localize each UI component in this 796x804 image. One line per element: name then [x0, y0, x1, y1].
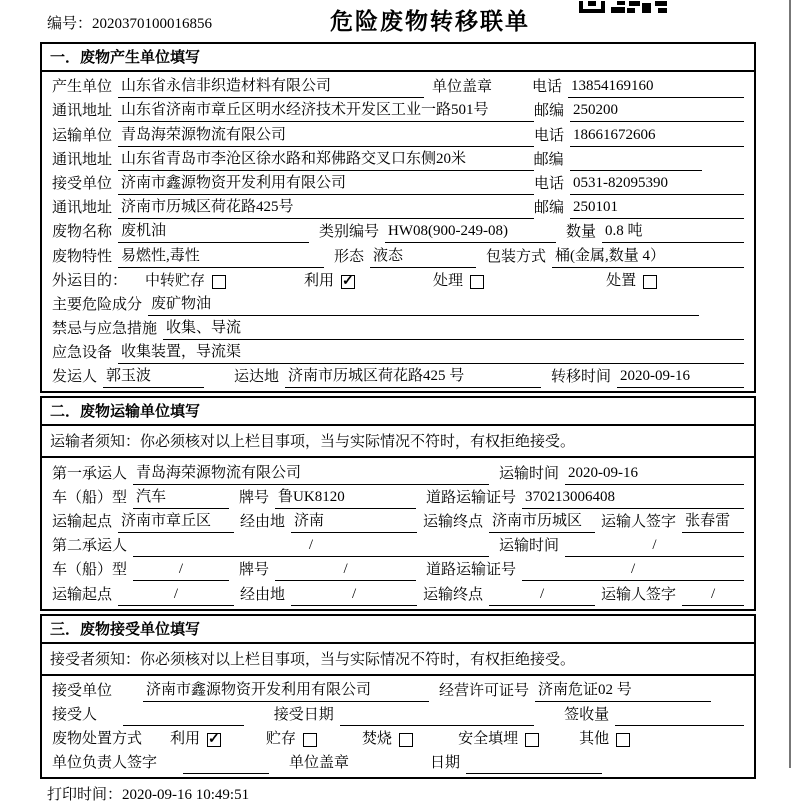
field-label: 车（船）型 — [52, 489, 128, 506]
field-label: 日期 — [430, 755, 461, 772]
field-label: 运输人签字 — [601, 586, 677, 603]
field-label: 运达地 — [234, 369, 280, 386]
field-label: 单位盖章 — [289, 755, 350, 772]
field-value: / — [489, 584, 595, 606]
field-label: 运输起点 — [52, 586, 113, 603]
field-value — [570, 149, 702, 171]
field-label: 邮编 — [534, 103, 565, 120]
field-value: 山东省永信非织造材料有限公司 — [118, 76, 424, 98]
form-row — [52, 268, 744, 292]
field-value — [615, 704, 744, 726]
section-transporter — [40, 396, 756, 610]
field-value: 济南危证02 号 — [535, 680, 711, 702]
field-value: 易燃性,毒性 — [118, 246, 324, 268]
field-label: 运输终点 — [423, 514, 484, 530]
checkbox-icon — [303, 733, 317, 747]
field-value: 废矿物油 — [148, 294, 699, 316]
form-row — [52, 485, 744, 509]
checkbox-option — [145, 271, 226, 292]
field-label: 经由地 — [240, 514, 286, 530]
field-value: 郭玉波 — [103, 366, 204, 388]
serial-value: 2020370100016856 — [92, 16, 213, 32]
field-label: 发运人 — [52, 369, 98, 386]
checkbox-label: 贮存 — [266, 731, 297, 748]
field-value: 青岛海荣源物流有限公司 — [118, 125, 534, 147]
field-label: 形态 — [334, 248, 365, 265]
field-label: 电话 — [534, 175, 565, 192]
checkbox-option — [606, 271, 657, 292]
checkbox-icon — [470, 275, 484, 289]
field-label: 邮编 — [534, 200, 565, 217]
field-label: 第二承运人 — [52, 538, 128, 555]
serial-label: 编号： — [47, 16, 93, 32]
checkbox-icon — [643, 275, 657, 289]
field-label: 禁忌与应急措施 — [52, 321, 158, 338]
form-row — [52, 171, 744, 195]
form-row — [52, 195, 744, 219]
field-value: 济南市鑫源物资开发利用有限公司 — [118, 173, 534, 195]
field-label: 牌号 — [239, 489, 270, 506]
section-header: 二．废物运输单位填写 — [42, 398, 754, 426]
field-value: 济南市历城区 — [489, 511, 595, 533]
field-value: / — [118, 584, 234, 606]
field-label: 车（船）型 — [52, 562, 128, 579]
checkbox-label: 安全填埋 — [458, 731, 519, 748]
field-label: 运输单位 — [52, 127, 113, 144]
field-label: 运输起点 — [52, 514, 113, 530]
field-label: 废物处置方式 — [52, 731, 143, 748]
field-value: / — [275, 559, 416, 581]
checkbox-label: 其他 — [579, 731, 610, 748]
field-value — [340, 704, 534, 726]
field-value: 济南市历城区荷花路425 号 — [285, 366, 541, 388]
section-header: 三．废物接受单位填写 — [42, 616, 754, 644]
checkbox-label: 焚烧 — [362, 731, 393, 748]
field-label: 经营许可证号 — [439, 682, 530, 699]
form-row — [52, 243, 744, 267]
notice-text: 运输者须知：你必须核对以上栏目事项，当与实际情况不符时，有权拒绝接受。 — [42, 426, 754, 458]
form-row — [52, 122, 744, 146]
field-value: 250200 — [570, 100, 744, 122]
field-value: / — [133, 535, 489, 557]
field-value: 张春雷 — [682, 511, 744, 533]
field-label: 数量 — [566, 224, 597, 241]
form-row — [52, 74, 744, 98]
field-value: 桶(金属,数量 4） — [552, 246, 744, 268]
field-label: 接受单位 — [52, 175, 113, 192]
field-label: 通讯地址 — [52, 151, 113, 168]
checkbox-option — [579, 729, 630, 750]
field-value: 收集装置，导流渠 — [118, 342, 744, 364]
field-label: 主要危险成分 — [52, 296, 143, 313]
field-value: 济南市历城区荷花路425号 — [118, 197, 534, 219]
checkbox-label: 处理 — [433, 272, 464, 289]
page-title: 危险废物转移联单 — [330, 9, 530, 34]
field-value: 2020-09-16 — [565, 463, 744, 485]
field-label: 单位负责人签字 — [52, 755, 158, 772]
field-label: 邮编 — [533, 151, 564, 168]
field-value: 济南 — [291, 511, 417, 533]
field-label: 运输时间 — [499, 538, 560, 555]
field-value: 济南市章丘区 — [118, 511, 234, 533]
checkbox-option — [433, 271, 484, 292]
checkbox-icon — [525, 733, 539, 747]
field-value: 2020-09-16 — [617, 366, 744, 388]
field-value — [466, 752, 602, 774]
form-row — [52, 340, 744, 364]
field-value: 18661672606 — [570, 125, 744, 147]
checkbox-label: 中转贮存 — [145, 272, 206, 289]
field-value: / — [522, 559, 744, 581]
page-edge-line — [789, 0, 791, 768]
field-value: 山东省济南市章丘区明水经济技术开发区工业一路501号 — [118, 100, 534, 122]
form-row — [52, 292, 744, 316]
field-value: 济南市鑫源物资开发利用有限公司 — [143, 680, 429, 702]
field-value: HW08(900-249-08) — [385, 221, 556, 243]
field-label: 废物名称 — [52, 224, 113, 241]
document-header — [0, 0, 796, 42]
field-value: 山东省青岛市李沧区徐水路和郑佛路交叉口东侧20米 — [118, 149, 534, 171]
field-label: 废物特性 — [52, 248, 113, 265]
checkbox-option — [362, 729, 413, 750]
print-time-label: 打印时间： — [47, 787, 123, 804]
qr-code-icon — [579, 0, 667, 18]
field-value — [183, 752, 269, 774]
form-row — [52, 147, 744, 171]
section-header: 一．废物产生单位填写 — [42, 44, 754, 72]
form-row — [52, 460, 744, 484]
form-row — [52, 581, 744, 605]
field-label: 单位盖章 — [432, 79, 493, 96]
field-value: / — [133, 559, 229, 581]
checkbox-option — [170, 729, 221, 750]
field-label: 电话 — [534, 127, 565, 144]
field-value: 370213006408 — [522, 487, 744, 509]
field-value: 13854169160 — [568, 76, 744, 98]
form-row — [52, 557, 744, 581]
checkbox-option — [304, 271, 355, 292]
checkbox-label: 利用 — [170, 731, 201, 748]
form-row — [52, 219, 744, 243]
form-row — [52, 678, 744, 702]
checkbox-option — [266, 729, 317, 750]
field-value: / — [565, 535, 744, 557]
field-value: 汽车 — [133, 487, 229, 509]
field-label: 电话 — [531, 79, 562, 96]
field-label: 接受日期 — [273, 706, 334, 723]
field-label: 外运目的： — [52, 272, 128, 289]
checkbox-icon — [399, 733, 413, 747]
field-label: 道路运输证号 — [426, 489, 517, 506]
field-value: 250101 — [570, 197, 744, 219]
field-label: 包装方式 — [486, 248, 547, 265]
field-value: 收集、导流 — [163, 318, 744, 340]
field-label: 牌号 — [239, 562, 270, 579]
field-label: 签收量 — [564, 706, 610, 723]
field-value: / — [682, 584, 744, 606]
field-value: 青岛海荣源物流有限公司 — [133, 463, 489, 485]
field-label: 运输终点 — [423, 586, 484, 603]
field-value — [123, 704, 244, 726]
form-row — [52, 316, 744, 340]
checkbox-label: 利用 — [304, 272, 335, 289]
field-label: 通讯地址 — [52, 103, 113, 120]
field-value: 0531-82095390 — [570, 173, 744, 195]
form-row — [52, 98, 744, 122]
print-time-value: 2020-09-16 10:49:51 — [122, 787, 250, 804]
field-label: 第一承运人 — [52, 465, 128, 482]
field-label: 接受人 — [52, 706, 98, 723]
field-value: 0.8 吨 — [602, 221, 744, 243]
field-label: 通讯地址 — [52, 200, 113, 217]
field-label: 道路运输证号 — [426, 562, 517, 579]
checkbox-label: 处置 — [606, 272, 637, 289]
form-row — [52, 533, 744, 557]
form-row — [52, 726, 744, 750]
field-value: / — [291, 584, 417, 606]
field-label: 运输人签字 — [601, 514, 677, 530]
print-time — [47, 783, 796, 804]
section-receiver — [40, 614, 756, 780]
checkbox-icon — [341, 275, 355, 289]
field-value: 鲁UK8120 — [275, 487, 416, 509]
checkbox-icon — [212, 275, 226, 289]
checkbox-icon — [616, 733, 630, 747]
form-row — [52, 750, 744, 774]
form-row — [52, 702, 744, 726]
field-label: 类别编号 — [319, 224, 380, 241]
field-label: 接受单位 — [52, 682, 113, 699]
field-label: 运输时间 — [499, 465, 560, 482]
field-value: 废机油 — [118, 221, 309, 243]
field-value: 液态 — [370, 246, 476, 268]
form-row — [52, 364, 744, 388]
checkbox-option — [458, 729, 539, 750]
field-label: 产生单位 — [52, 79, 113, 96]
section-producer — [40, 42, 756, 393]
serial-number — [47, 12, 212, 33]
notice-text: 接受者须知：你必须核对以上栏目事项，当与实际情况不符时，有权拒绝接受。 — [42, 644, 754, 676]
field-label: 经由地 — [240, 586, 286, 603]
field-label: 应急设备 — [52, 345, 113, 362]
form-row — [52, 509, 744, 533]
checkbox-icon — [207, 733, 221, 747]
field-label: 转移时间 — [551, 369, 612, 386]
